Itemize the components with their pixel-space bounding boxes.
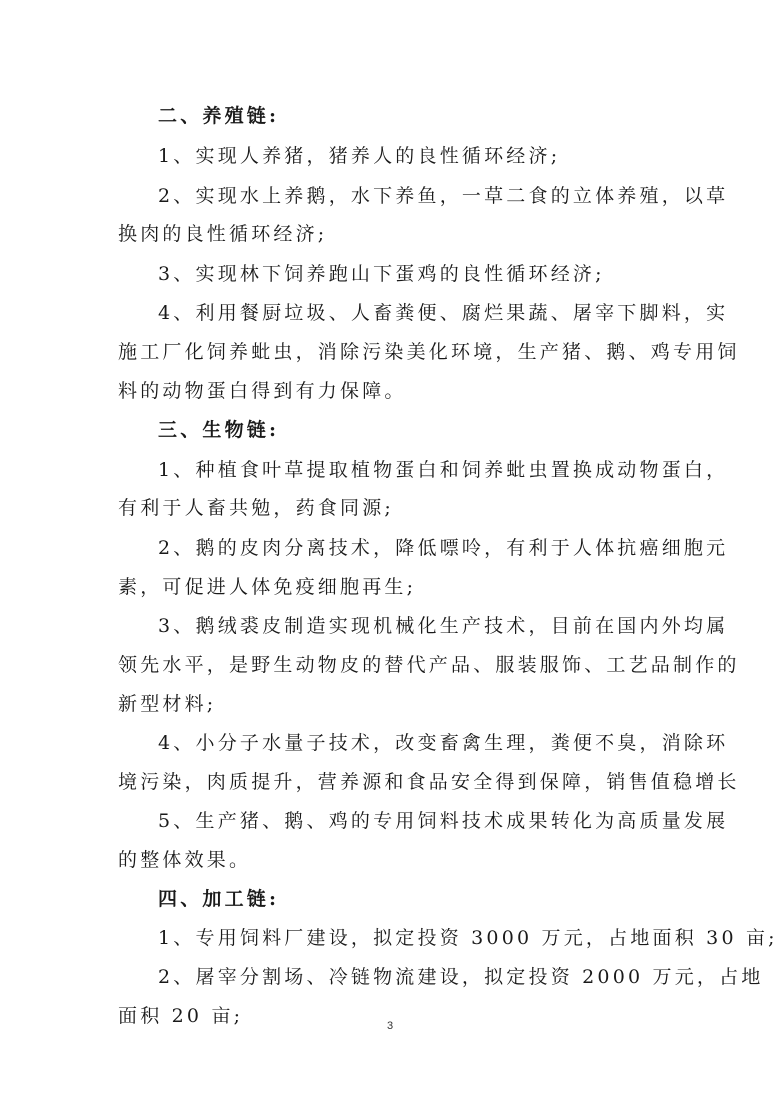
list-item-continuation: 施工厂化饲养蚍虫，消除污染美化环境，生产猪、鹅、鸡专用饲 xyxy=(118,341,740,363)
list-item-continuation: 换肉的良性循环经济; xyxy=(118,223,328,245)
list-item: 2、鹅的皮肉分离技术，降低嘌呤，有利于人体抗癌细胞元 xyxy=(158,537,729,559)
list-item-continuation: 素，可促进人体免疫细胞再生; xyxy=(118,576,417,598)
list-item: 1、种植食叶草提取植物蛋白和饲养蚍虫置换成动物蛋白， xyxy=(158,459,729,481)
list-item-continuation: 境污染，肉质提升，营养源和食品安全得到保障，销售值稳增长 xyxy=(118,771,740,793)
list-item: 4、利用餐厨垃圾、人畜粪便、腐烂果蔬、屠宰下脚料，实 xyxy=(158,302,729,324)
list-item: 5、生产猪、鹅、鸡的专用饲料技术成果转化为高质量发展 xyxy=(158,810,729,832)
list-item: 2、实现水上养鹅，水下养鱼，一草二食的立体养殖，以草 xyxy=(158,185,729,207)
list-item-continuation: 有利于人畜共勉，药食同源; xyxy=(118,497,395,519)
list-item: 3、实现林下饲养跑山下蛋鸡的良性循环经济; xyxy=(158,263,605,285)
list-item: 4、小分子水量子技术，改变畜禽生理，粪便不臭，消除环 xyxy=(158,732,729,754)
list-item-continuation: 面积 20 亩; xyxy=(118,1005,244,1027)
list-item: 1、专用饲料厂建设，拟定投资 3000 万元，占地面积 30 亩; xyxy=(158,927,778,949)
section-heading: 三、生物链: xyxy=(158,419,280,441)
page-number: 3 xyxy=(386,1020,394,1032)
section-heading: 二、养殖链: xyxy=(158,105,280,127)
list-item-continuation: 的整体效果。 xyxy=(118,849,252,871)
list-item-continuation: 新型材料; xyxy=(118,693,217,715)
list-item: 2、屠宰分割场、冷链物流建设，拟定投资 2000 万元，占地 xyxy=(158,966,764,988)
list-item-continuation: 领先水平，是野生动物皮的替代产品、服装服饰、工艺品制作的 xyxy=(118,654,740,676)
section-heading: 四、加工链: xyxy=(158,888,280,910)
list-item-continuation: 料的动物蛋白得到有力保障。 xyxy=(118,380,407,402)
list-item: 3、鹅绒裘皮制造实现机械化生产技术，目前在国内外均属 xyxy=(158,615,729,637)
list-item: 1、实现人养猪，猪养人的良性循环经济; xyxy=(158,145,561,167)
